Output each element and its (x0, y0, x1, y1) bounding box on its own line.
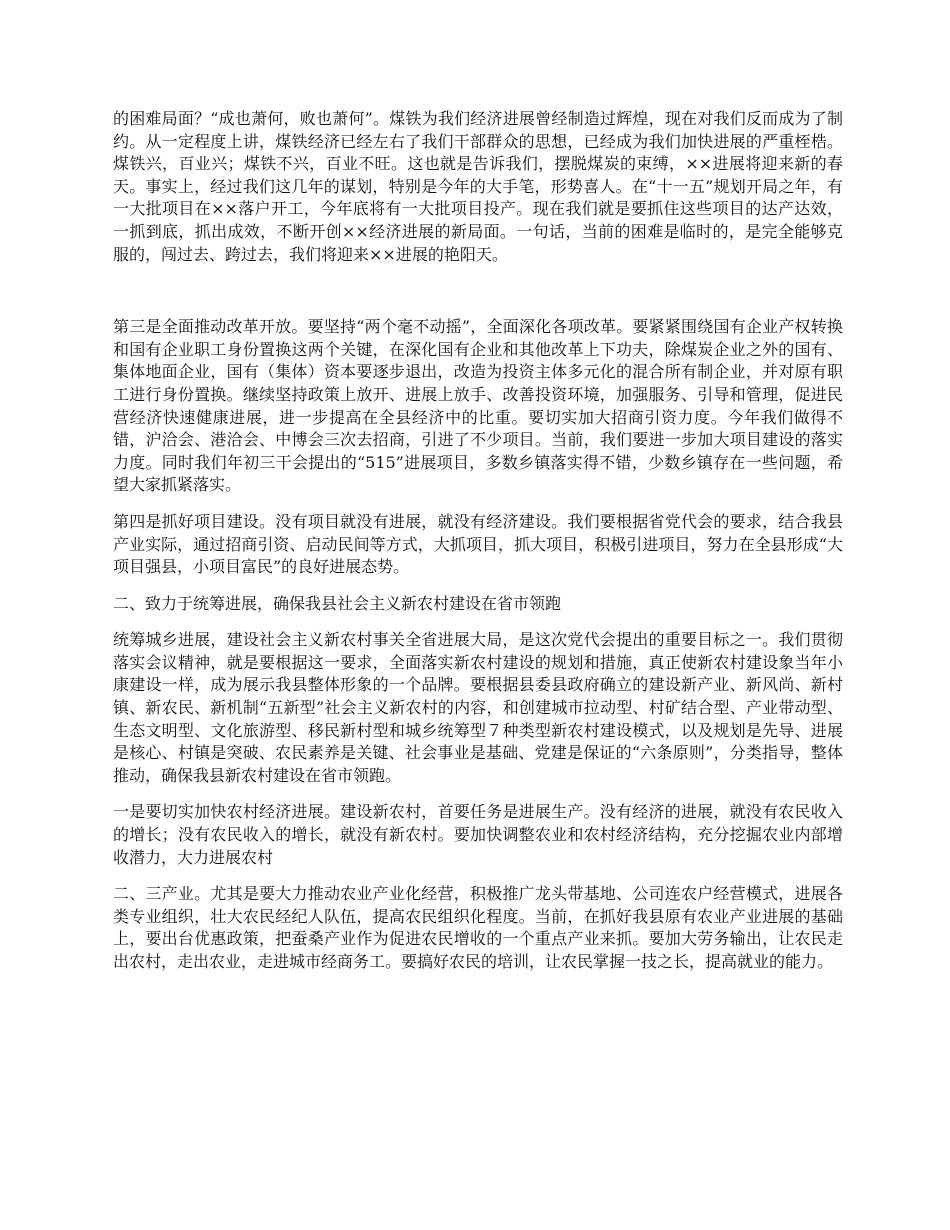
section-heading-new-countryside: 二、致力于统筹进展，确保我县社会主义新农村建设在省市领跑 (113, 593, 562, 613)
paragraph-urban-rural-coordination: 统筹城乡进展，建设社会主义新农村事关全省进展大局，是这次党代会提出的重要目标之一。我们贯彻落实会议精神，就是要根据这一要求，全面落实新农村建设的规划和措施，真正使新农村建设象当年小康建设一样，成为展示我县整体形象的一个品牌。要根据县委县政府确立的建设新产业、新风尚、新村镇、新农民、新机制“五新型”社会主义新农村的内容，和创建城市拉动型、村矿结合型、产业带动型、生态文明型、文化旅游型、移民新村型和城乡统筹型７种类型新农村建设模式，以及规划是先导、进展是核心、村镇是突破、农民素养是关键、社会事业是基础、党建是保证的“六条原则”，分类指导，整体推动，确保我县新农村建设在省市领跑。 (113, 630, 843, 785)
paragraph-reform-opening: 第三是全面推动改革开放。要坚持“两个毫不动摇”，全面深化各项改革。要紧紧围绕国有企业产权转换和国有企业职工身份置换这两个关键，在深化国有企业和其他改革上下功夫，除煤炭企业之外的国有、集体地面企业，国有（集体）资本要逐步退出，改造为投资主体多元化的混合所有制企业，并对原有职工进行身份置换。继续坚持政策上放开、进展上放手、改善投资环境，加强服务、引导和管理，促进民营经济快速健康进展，进一步提高在全县经济中的比重。要切实加大招商引资力度。今年我们做得不错，沪洽会、港洽会、中博会三次去招商，引进了不少项目。当前，我们要进一步加大项目建设的落实力度。同时我们年初三干会提出的“515”进展项目，多数乡镇落实得不错，少数乡镇存在一些问题，希望大家抓紧落实。 (113, 317, 843, 495)
paragraph-secondary-tertiary-industry: 二、三产业。尤其是要大力推动农业产业化经营，积极推广龙头带基地、公司连农户经营模式，进展各类专业组织，壮大农民经纪人队伍，提高农民组织化程度。当前，在抓好我县原有农业产业进展的基础上，要出台优惠政策，把蚕桑产业作为促进农民增收的一个重点产业来抓。要加大劳务输出，让农民走出农村，走出农业，走进城市经商务工。要搞好农民的培训，让农民掌握一技之长，提高就业的能力。 (113, 884, 843, 971)
document-body (113, 108, 843, 988)
paragraph-coal-iron-transition: 的困难局面？“成也萧何，败也萧何”。煤铁为我们经济进展曾经制造过辉煌，现在对我们反而成为了制约。从一定程度上讲，煤铁经济已经左右了我们干部群众的思想，已经成为我们加快进展的严重桎梏。煤铁兴，百业兴；煤铁不兴，百业不旺。这也就是告诉我们，摆脱煤炭的束缚，××进展将迎来新的春天。事实上，经过我们这几年的谋划，特别是今年的大手笔，形势喜人。在“十一五”规划开局之年，有一大批项目在××落户开工，今年底将有一大批项目投产。现在我们就是要抓住这些项目的达产达效，一抓到底，抓出成效，不断开创××经济进展的新局面。一句话，当前的困难是临时的，是完全能够克服的，闯过去、跨过去，我们将迎来××进展的艳阳天。 (113, 109, 843, 264)
paragraph-rural-economy: 一是要切实加快农村经济进展。建设新农村，首要任务是进展生产。没有经济的进展，就没有农民收入的增长；没有农民收入的增长，就没有新农村。要加快调整农业和农村经济结构，充分挖掘农业内部增收潜力，大力进展农村 (113, 802, 843, 867)
paragraph-project-construction: 第四是抓好项目建设。没有项目就没有进展，就没有经济建设。我们要根据省党代会的要求，结合我县产业实际，通过招商引资、启动民间等方式，大抓项目，抓大项目，积极引进项目，努力在全县形成“大项目强县，小项目富民”的良好进展态势。 (113, 511, 843, 577)
